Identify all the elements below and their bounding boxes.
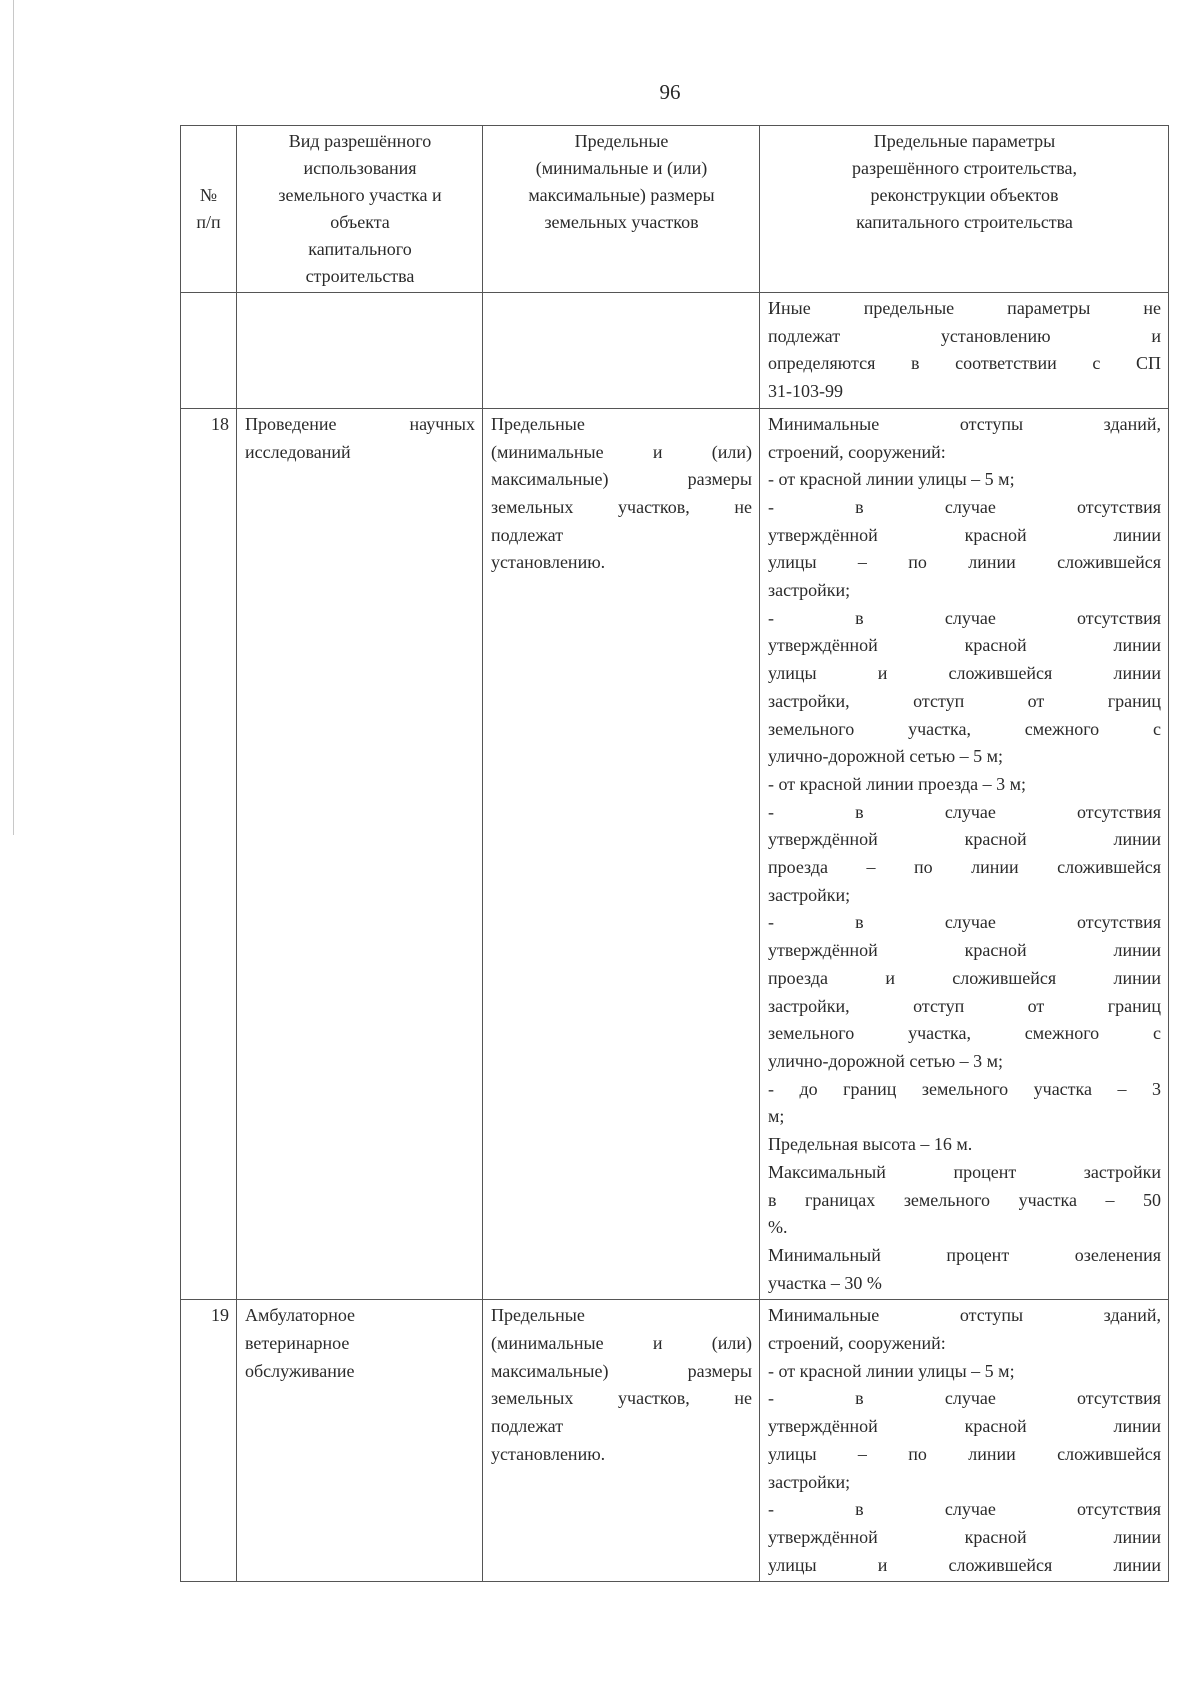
cell-text-line: утверждённой красной линии xyxy=(768,635,1161,656)
table-row xyxy=(181,293,1169,409)
header-number xyxy=(181,126,237,293)
cell-text-line: - от красной линии улицы – 5 м; xyxy=(768,1360,1015,1381)
cell-text-line: Проведение научных xyxy=(245,413,475,434)
cell-text-line: установлению. xyxy=(491,552,606,573)
cell-text-line: - в случае отсутствия xyxy=(768,496,1161,517)
cell-text-line: застройки; xyxy=(768,580,851,601)
cell-text-line: земельного участка, смежного с xyxy=(768,718,1161,739)
cell-row-number xyxy=(181,293,237,409)
table-row xyxy=(181,408,1169,1300)
header-line: реконструкции объектов xyxy=(870,185,1059,205)
cell-text-line: проезда – по линии сложившейся xyxy=(768,857,1161,878)
cell-text-line: ветеринарное xyxy=(245,1333,350,1354)
cell-text-line: утверждённой красной линии xyxy=(768,1526,1161,1547)
cell-text-line: застройки; xyxy=(768,1471,851,1492)
cell-text-line: проезда и сложившейся линии xyxy=(768,967,1161,988)
header-construction-params xyxy=(760,126,1169,293)
header-line: земельных участков xyxy=(544,212,699,232)
cell-text-line: Предельные xyxy=(491,413,585,434)
cell-text-line: определяются в соответствии с СП xyxy=(768,353,1161,374)
cell-permitted-use xyxy=(237,408,483,1300)
cell-text-line: подлежат xyxy=(491,524,564,545)
cell-text-line: %. xyxy=(768,1217,788,1238)
header-line: объекта xyxy=(330,212,390,232)
cell-text-line: Иные предельные параметры не xyxy=(768,298,1161,318)
cell-text-line: земельных участков, не xyxy=(491,1388,752,1409)
cell-text-line: в границах земельного участка – 50 xyxy=(768,1189,1161,1210)
cell-text-line: утверждённой красной линии xyxy=(768,829,1161,850)
cell-text-line: исследований xyxy=(245,441,351,462)
header-line: земельного участка и xyxy=(278,185,442,205)
cell-text-line: земельных участков, не xyxy=(491,496,752,517)
page-number: 96 xyxy=(659,80,681,104)
land-use-table xyxy=(180,125,1169,1582)
cell-text-line: Минимальный процент озеленения xyxy=(768,1244,1161,1265)
table-header-row xyxy=(181,126,1169,293)
cell-text-line: установлению. xyxy=(491,1443,606,1464)
cell-permitted-use xyxy=(237,293,483,409)
scan-edge-mark xyxy=(13,0,14,835)
header-permitted-use xyxy=(237,126,483,293)
cell-text-line: максимальные) размеры xyxy=(491,469,752,490)
cell-text-line: участка – 30 % xyxy=(768,1272,882,1293)
cell-permitted-use xyxy=(237,1300,483,1582)
cell-text-line: Амбулаторное xyxy=(245,1305,356,1326)
cell-text-line: (минимальные и (или) xyxy=(491,1333,752,1354)
cell-text-line: - в случае отсутствия xyxy=(768,1499,1161,1520)
cell-text-line: улицы и сложившейся линии xyxy=(768,1554,1161,1575)
cell-text-line: подлежат установлению и xyxy=(768,325,1161,346)
cell-plot-sizes xyxy=(483,293,760,409)
cell-text-line: строений, сооружений: xyxy=(768,441,946,462)
cell-text-line: Предельные xyxy=(491,1305,585,1326)
cell-text-line: улично-дорожной сетью – 5 м; xyxy=(768,746,1004,767)
cell-text-line: - от красной линии улицы – 5 м; xyxy=(768,469,1015,490)
cell-text-line: Максимальный процент застройки xyxy=(768,1161,1161,1182)
table-row xyxy=(181,1300,1169,1582)
cell-text-line: строений, сооружений: xyxy=(768,1333,946,1354)
header-line: строительства xyxy=(305,266,415,286)
cell-plot-sizes xyxy=(483,1300,760,1582)
cell-text-line: - в случае отсутствия xyxy=(768,1388,1161,1409)
cell-construction-params xyxy=(760,1300,1169,1582)
header-line: Предельные xyxy=(574,131,669,151)
cell-text-line: застройки; xyxy=(768,884,851,905)
cell-text-line: 31-103-99 xyxy=(768,381,843,402)
cell-text-line: утверждённой красной линии xyxy=(768,940,1161,961)
header-line: капитального строительства xyxy=(856,212,1073,232)
cell-row-number: 19 xyxy=(181,1300,237,1582)
cell-text-line: - до границ земельного участка – 3 xyxy=(768,1078,1161,1099)
cell-plot-sizes xyxy=(483,408,760,1300)
cell-text-line: улицы и сложившейся линии xyxy=(768,663,1161,684)
cell-text-line: утверждённой красной линии xyxy=(768,524,1161,545)
cell-row-number: 18 xyxy=(181,408,237,1300)
cell-text-line: Минимальные отступы зданий, xyxy=(768,1305,1161,1326)
cell-text-line: Минимальные отступы зданий, xyxy=(768,413,1161,434)
header-line: использования xyxy=(303,158,417,178)
cell-text-line: улично-дорожной сетью – 3 м; xyxy=(768,1050,1004,1071)
cell-text-line: - от красной линии проезда – 3 м; xyxy=(768,773,1027,794)
table-body xyxy=(181,293,1169,1582)
cell-text-line: подлежат xyxy=(491,1416,564,1437)
cell-text-line: м; xyxy=(768,1106,785,1127)
cell-text-line: максимальные) размеры xyxy=(491,1360,752,1381)
header-line: разрешённого строительства, xyxy=(852,158,1077,178)
cell-text-line: застройки, отступ от границ xyxy=(768,995,1161,1016)
header-line: № xyxy=(199,185,218,205)
header-line: Предельные параметры xyxy=(873,131,1056,151)
cell-text-line: - в случае отсутствия xyxy=(768,801,1161,822)
cell-text-line: (минимальные и (или) xyxy=(491,441,752,462)
header-line: максимальные) размеры xyxy=(528,185,715,205)
cell-text-line: обслуживание xyxy=(245,1360,355,1381)
cell-construction-params xyxy=(760,293,1169,409)
header-plot-sizes xyxy=(483,126,760,293)
header-line: (минимальные и (или) xyxy=(535,158,708,178)
cell-text-line: земельного участка, смежного с xyxy=(768,1023,1161,1044)
cell-construction-params xyxy=(760,408,1169,1300)
header-line: капитального xyxy=(308,239,412,259)
cell-text-line: улицы – по линии сложившейся xyxy=(768,1443,1161,1464)
cell-text-line: улицы – по линии сложившейся xyxy=(768,552,1161,573)
header-line: Вид разрешённого xyxy=(288,131,432,151)
cell-text-line: - в случае отсутствия xyxy=(768,912,1161,933)
header-line: п/п xyxy=(196,212,221,232)
cell-text-line: Предельная высота – 16 м. xyxy=(768,1134,973,1155)
cell-text-line: утверждённой красной линии xyxy=(768,1416,1161,1437)
cell-text-line: застройки, отступ от границ xyxy=(768,690,1161,711)
cell-text-line: - в случае отсутствия xyxy=(768,607,1161,628)
